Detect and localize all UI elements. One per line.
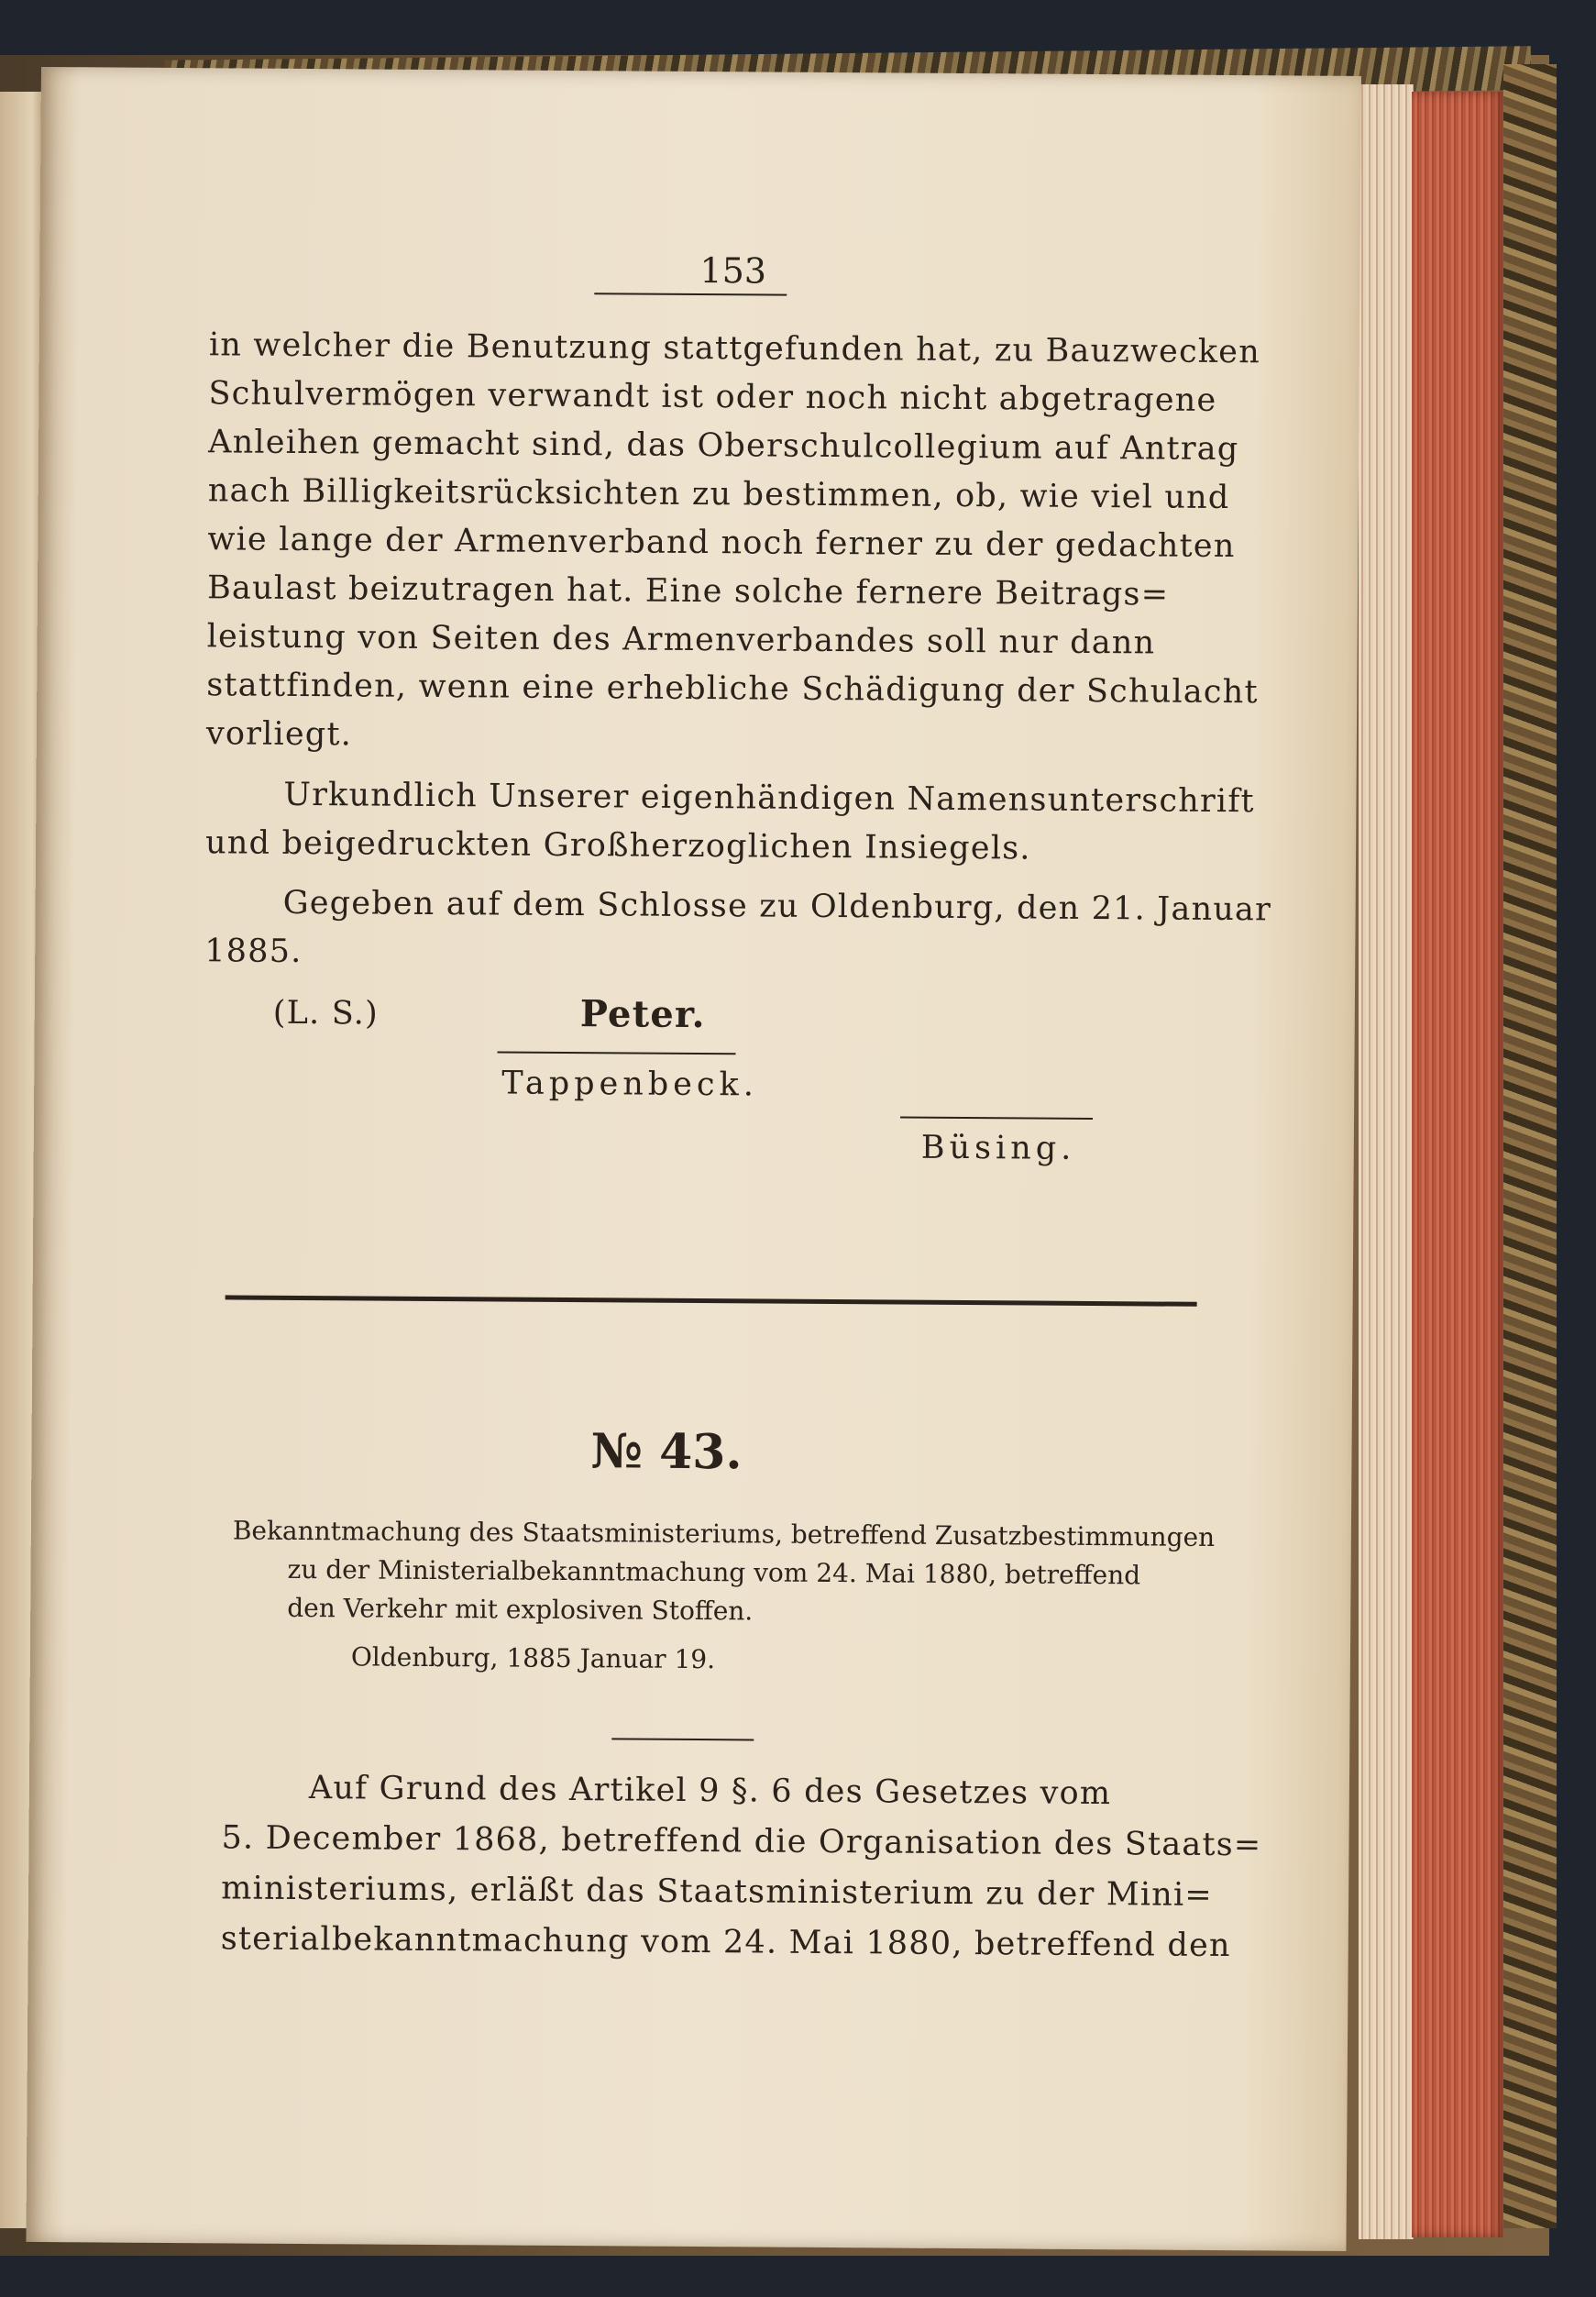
text-line: den Verkehr mit explosiven Stoffen. xyxy=(287,1592,754,1627)
text-line: 5. December 1868, betreffend die Organisation des Staats= xyxy=(221,1819,1262,1864)
text-line: Urkundlich Unserer eigenhändigen Namensunterschrift xyxy=(283,776,1255,821)
text-line: Baulast beizutragen hat. Eine solche fernere Beitrags= xyxy=(206,569,1170,613)
page xyxy=(26,67,1361,2251)
section-divider xyxy=(226,1295,1197,1306)
text-line: Schulvermögen verwandt ist oder noch nicht abgetragene xyxy=(208,375,1217,419)
text-line: nach Billigkeitsrücksichten zu bestimmen, ob, wie viel und xyxy=(207,472,1230,517)
text-line: Gegeben auf dem Schlosse zu Oldenburg, den 21. Januar xyxy=(282,884,1272,929)
text-line: zu der Ministerialbekanntmachung vom 24. Mai 1880, betreffend xyxy=(287,1553,1141,1591)
text-line: stattfinden, wenn eine erhebliche Schädigung der Schulacht xyxy=(206,667,1259,712)
text-line: 1885. xyxy=(204,933,303,970)
date-rule xyxy=(611,1738,754,1740)
section-number: № 43. xyxy=(590,1423,743,1481)
text-line: und beigedruckten Großherzoglichen Insiegels. xyxy=(204,824,1031,867)
signature-rule-left xyxy=(498,1051,736,1055)
text-line: leistung von Seiten des Armenverbandes soll nur dann xyxy=(206,618,1156,662)
page-stack-edges xyxy=(1359,84,1414,2239)
text-line: Auf Grund des Artikel 9 §. 6 des Gesetzes vom xyxy=(308,1770,1112,1813)
signature-rule-right xyxy=(900,1117,1093,1120)
text-line: in welcher die Benutzung stattgefunden hat, zu Bauzwecken xyxy=(208,326,1261,371)
text-line: vorliegt. xyxy=(205,715,353,754)
text-line: wie lange der Armenverband noch ferner zu der gedachten xyxy=(207,521,1236,566)
text-line: Anleihen gemacht sind, das Oberschulcollegium auf Antrag xyxy=(208,424,1239,469)
page-number: 153 xyxy=(699,249,767,292)
signature-main: Peter. xyxy=(579,992,706,1037)
text-line: ministeriums, erläßt das Staatsministerium zu der Mini= xyxy=(221,1870,1214,1914)
text-line: sterialbekanntmachung vom 24. Mai 1880, betreffend den xyxy=(220,1920,1231,1965)
text-line: Bekanntmachung des Staatsministeriums, betreffend Zusatzbestimmungen xyxy=(232,1515,1216,1552)
header-rule xyxy=(594,293,787,295)
red-page-edge xyxy=(1412,92,1503,2237)
seal-mark: (L. S.) xyxy=(272,994,380,1033)
marbled-cover-right xyxy=(1503,64,1557,2228)
signature-left: Tappenbeck. xyxy=(501,1065,759,1104)
date-line: Oldenburg, 1885 Januar 19. xyxy=(350,1641,716,1675)
signature-right: Büsing. xyxy=(920,1129,1076,1167)
